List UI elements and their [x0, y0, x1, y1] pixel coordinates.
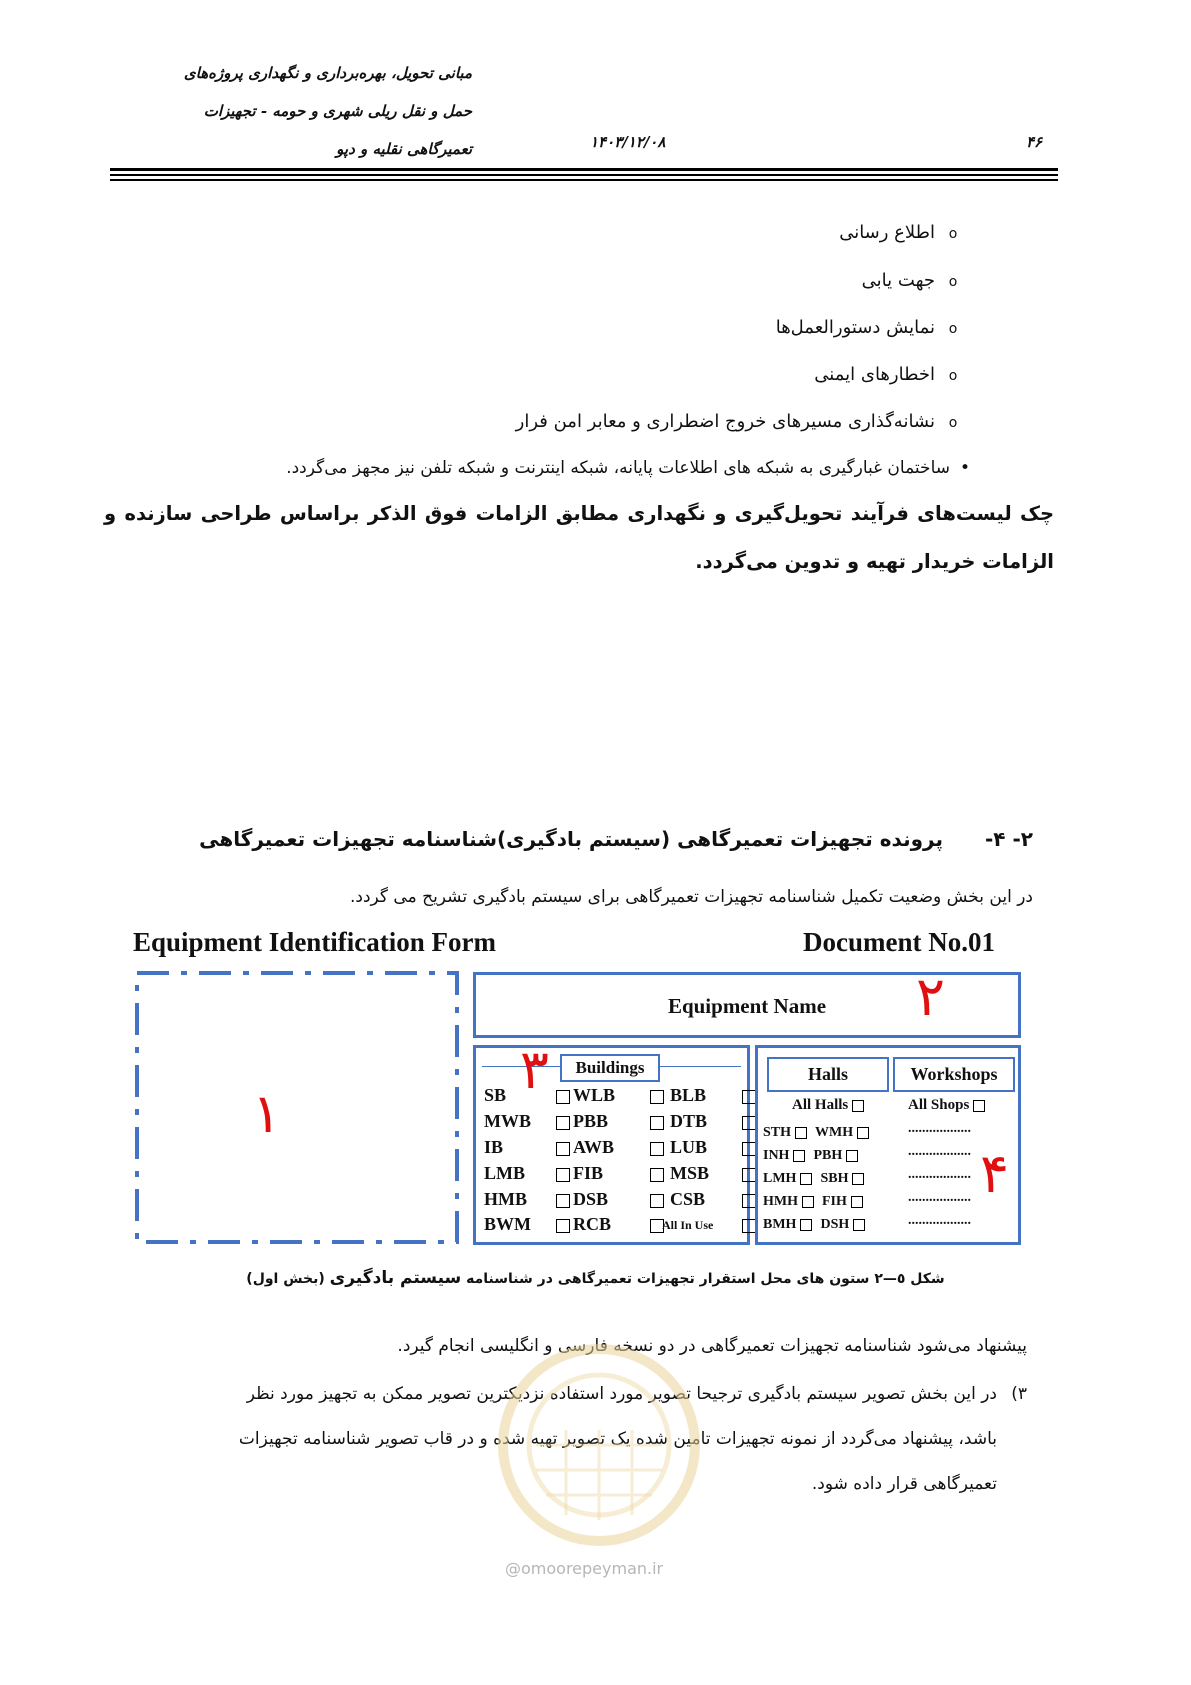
building-option-label: AWB	[573, 1137, 615, 1157]
watermark-url: @omoorepeyman.ir	[505, 1559, 664, 1578]
hall-option-label: STH	[763, 1125, 792, 1140]
figure-caption: شکل ٥—۲ ستون های محل استقرار تجهیزات تعمیرگاهی در شناسنامه سیستم بادگیری (بخش اول)	[246, 1268, 945, 1288]
hall-checkbox[interactable]	[800, 1219, 812, 1231]
watermark-seal	[496, 1340, 702, 1550]
header-rule-thin	[110, 174, 1058, 176]
workshop-blank-line[interactable]: ..................	[908, 1144, 971, 1159]
hall-option-label: PBH	[813, 1148, 843, 1163]
building-option-label: MWB	[484, 1111, 531, 1131]
hall-checkbox[interactable]	[802, 1196, 814, 1208]
building-checkbox[interactable]	[742, 1194, 756, 1208]
building-option-label: LMB	[484, 1163, 526, 1183]
red-number-3: ۳	[520, 1038, 550, 1101]
sub-bullet: oنشانه‌گذاری مسیرهای خروج اضطراری و معابر امن فرار	[171, 411, 971, 432]
hall-checkbox[interactable]	[793, 1150, 805, 1162]
circle-bullet-icon: o	[948, 321, 958, 337]
header-title-line1: مبانی تحویل، بهره‌برداری و نگهداری پروژه‌های	[183, 64, 472, 82]
building-checkbox[interactable]	[650, 1168, 664, 1182]
building-checkbox[interactable]	[742, 1116, 756, 1130]
building-option-label: SB	[484, 1085, 507, 1105]
circle-bullet-icon: o	[948, 274, 958, 290]
building-option-label: CSB	[670, 1189, 706, 1209]
hall-option-label: LMH	[763, 1171, 797, 1186]
hall-checkbox[interactable]	[852, 1173, 864, 1185]
section-number: ۲- ۴-	[984, 827, 1033, 851]
checkbox-icon	[973, 1100, 985, 1112]
red-number-1: ۱	[252, 1082, 282, 1145]
building-checkbox[interactable]	[650, 1194, 664, 1208]
hall-row	[763, 1148, 866, 1164]
building-option-label: BLB	[670, 1085, 707, 1105]
building-checkbox[interactable]	[742, 1142, 756, 1156]
hall-option-label: FIH	[822, 1194, 847, 1209]
sub-bullet: oجهت یابی	[171, 270, 971, 291]
image-frame	[134, 970, 460, 1245]
building-checkbox[interactable]	[650, 1142, 664, 1156]
numbered-item-line3: تعمیرگاهی قرار داده شود.	[811, 1474, 997, 1494]
building-checkbox[interactable]	[556, 1142, 570, 1156]
workshop-blank-line[interactable]: ..................	[908, 1190, 971, 1205]
hall-row	[763, 1194, 871, 1210]
header-rule-thick	[110, 168, 1058, 171]
buildings-label: Buildings	[560, 1054, 660, 1082]
building-checkbox[interactable]	[556, 1194, 570, 1208]
header-title-line2: حمل و نقل ریلی شهری و حومه - تجهیزات	[203, 102, 472, 120]
page-number: ۴۶	[1026, 133, 1043, 151]
hall-option-label: DSH	[820, 1217, 850, 1232]
hall-row	[763, 1125, 877, 1141]
equipment-name-label: Equipment Name	[667, 994, 827, 1018]
hall-checkbox[interactable]	[857, 1127, 869, 1139]
numbered-item-line2: باشد، پیشنهاد می‌گردد از نمونه تجهیزات تامین شده یک تصویر تهیه شده و در قاب تصویر شناسنامه تجهیزات	[238, 1429, 997, 1449]
building-option-label: RCB	[573, 1214, 612, 1234]
section-heading	[133, 827, 1033, 851]
section-title: پرونده تجهیزات تعمیرگاهی (سیستم بادگیری)شناسنامه تجهیزات تعمیرگاهی	[199, 827, 943, 851]
numbered-item-line1: ۳)در این بخش تصویر سیستم بادگیری ترجیحا تصویر مورد استفاده نزدیکترین تصویر ممکن به تجهیز مورد نظر	[246, 1384, 1027, 1404]
building-option-label: LUB	[670, 1137, 708, 1157]
hall-option-label: SBH	[820, 1171, 849, 1186]
building-checkbox[interactable]	[742, 1219, 756, 1233]
sub-bullet: oنمایش دستورالعمل‌ها	[171, 317, 971, 338]
intro-paragraph: در این بخش وضعیت تکمیل شناسنامه تجهیزات تعمیرگاهی برای سیستم بادگیری تشریح می گردد.	[350, 887, 1033, 907]
document-number: Document No.01	[803, 927, 995, 957]
hall-option-label: INH	[763, 1148, 790, 1163]
building-checkbox[interactable]	[556, 1090, 570, 1104]
red-number-4: ۴	[980, 1142, 1010, 1205]
hall-checkbox[interactable]	[851, 1196, 863, 1208]
form-title: Equipment Identification Form	[133, 927, 497, 957]
hall-checkbox[interactable]	[800, 1173, 812, 1185]
header-title-line3: تعمیرگاهی نقلیه و دپو	[336, 140, 472, 158]
hall-checkbox[interactable]	[795, 1127, 807, 1139]
header-rule-thin-2	[110, 179, 1058, 181]
bullet-item: •ساختمان غبارگیری به شبکه های اطلاعات پایانه، شبکه اینترنت و شبکه تلفن نیز مجهز می‌گردد.	[80, 458, 980, 478]
workshop-blank-line[interactable]: ..................	[908, 1121, 971, 1136]
circle-bullet-icon: o	[948, 368, 958, 384]
building-option-label: DTB	[670, 1111, 708, 1131]
at-icon: @	[505, 1559, 521, 1578]
suggestion-paragraph: پیشنهاد می‌شود شناسنامه تجهیزات تعمیرگاهی در دو نسخه فارسی و انگلیسی انجام گیرد.	[397, 1336, 1027, 1356]
building-option-label: DSB	[573, 1189, 609, 1209]
sub-bullet: oاخطارهای ایمنی	[171, 364, 971, 385]
hall-row	[763, 1217, 873, 1233]
red-number-2: ۲	[916, 965, 946, 1028]
hall-checkbox[interactable]	[846, 1150, 858, 1162]
hall-option-label: BMH	[763, 1217, 797, 1232]
building-option-label: BWM	[484, 1214, 531, 1234]
building-checkbox[interactable]	[556, 1116, 570, 1130]
building-option-label: FIB	[573, 1163, 604, 1183]
building-option-label: MSB	[670, 1163, 710, 1183]
circle-bullet-icon: o	[948, 226, 958, 242]
header-date: ۱۴۰۳/۱۲/۰۸	[590, 133, 666, 151]
all-halls-option[interactable]: All Halls	[792, 1097, 864, 1114]
building-option-label: HMB	[484, 1189, 527, 1209]
hall-row	[763, 1171, 872, 1187]
building-option-label: WLB	[573, 1085, 616, 1105]
bullet-dot-icon: •	[959, 458, 971, 478]
building-option-label: All In Use	[662, 1218, 714, 1232]
all-shops-option[interactable]: All Shops	[908, 1097, 985, 1114]
sub-bullet: oاطلاع رسانی	[171, 222, 971, 243]
building-checkbox[interactable]	[556, 1219, 570, 1233]
building-checkbox[interactable]	[742, 1090, 756, 1104]
circle-bullet-icon: o	[948, 415, 958, 431]
halls-label: Halls	[767, 1057, 889, 1092]
building-checkbox[interactable]	[556, 1168, 570, 1182]
building-checkbox[interactable]	[650, 1090, 664, 1104]
building-checkbox[interactable]	[650, 1116, 664, 1130]
hall-option-label: WMH	[815, 1125, 854, 1140]
building-option-label: IB	[484, 1137, 504, 1157]
checkbox-icon	[852, 1100, 864, 1112]
workshop-blank-line[interactable]: ..................	[908, 1213, 971, 1228]
workshops-label: Workshops	[893, 1057, 1015, 1092]
hall-option-label: HMH	[763, 1194, 798, 1209]
workshop-blank-line[interactable]: ..................	[908, 1167, 971, 1182]
hall-checkbox[interactable]	[853, 1219, 865, 1231]
building-option-label: PBB	[573, 1111, 609, 1131]
building-checkbox[interactable]	[742, 1168, 756, 1182]
bold-paragraph: چک لیست‌های فرآیند تحویل‌گیری و نگهداری مطابق الزامات فوق الذکر براساس طراحی سازنده و الزامات خریدار تهیه و تدوین می‌گردد.	[104, 502, 1054, 573]
